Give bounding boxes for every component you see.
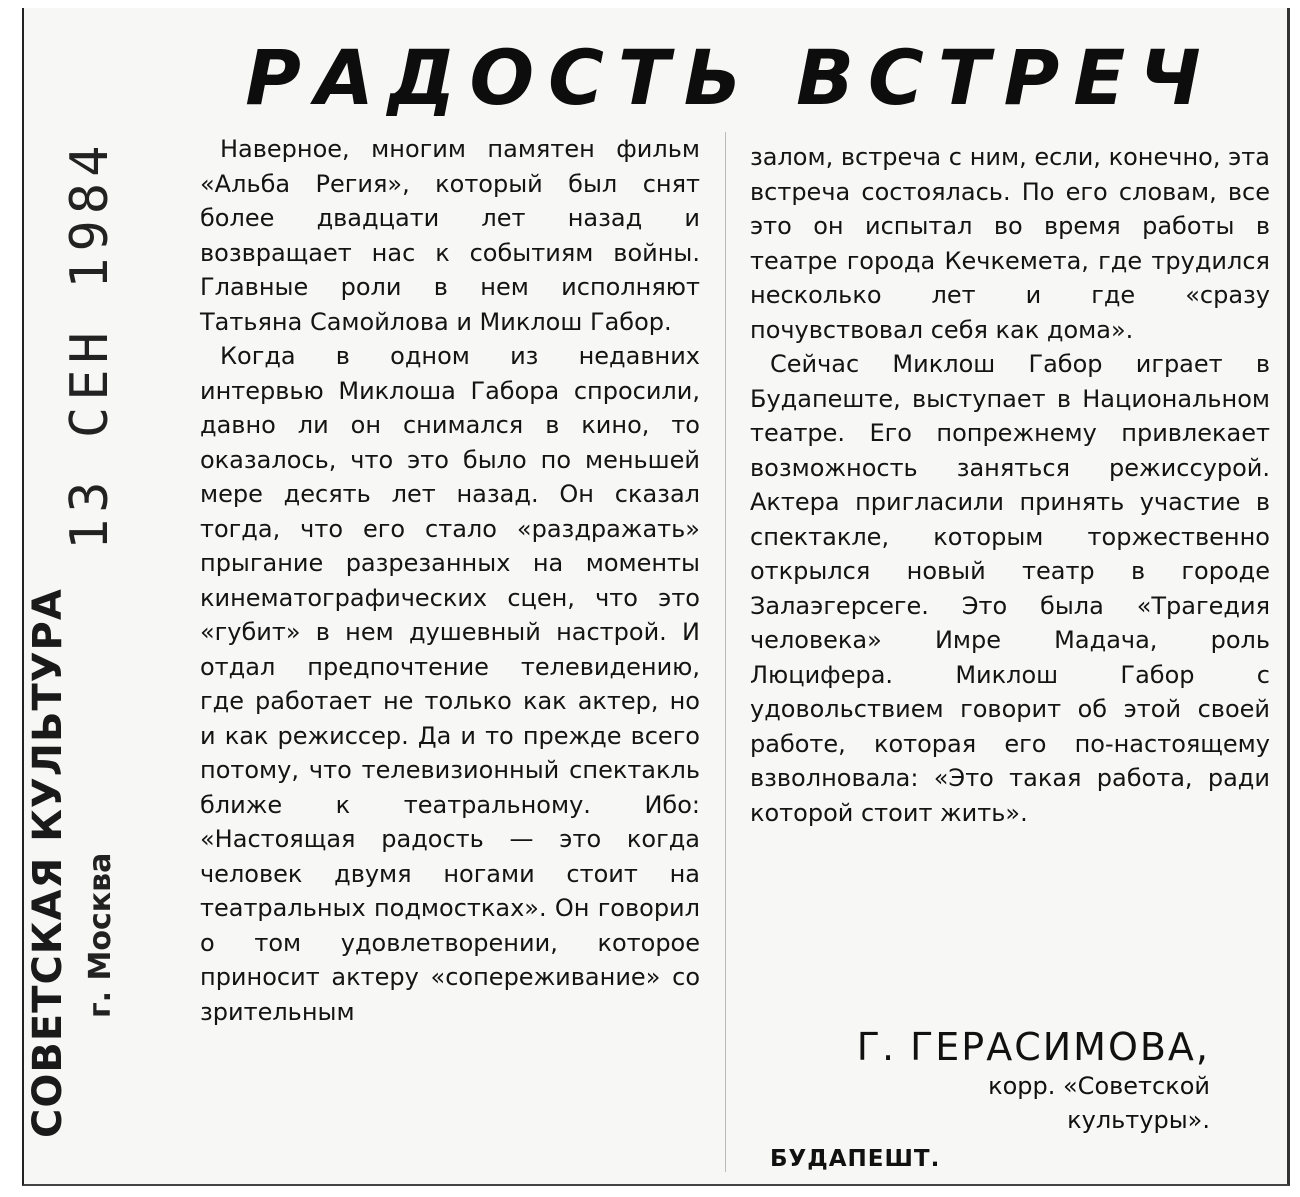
dateline-city: БУДАПЕШТ. <box>770 1146 941 1172</box>
column-divider <box>725 132 726 1172</box>
byline <box>760 1025 1220 1179</box>
date-stamp <box>50 130 130 550</box>
article-column-right <box>750 140 1270 830</box>
paragraph: Сейчас Миклош Габор играет в Будапеште, выступает в Национальном театре. Его попрежнему привлекает возможность заняться режиссурой. Актера пригласили принять участие в спектакле, которым торжественно открылся новый театр в городе Залаэгерсеге. Это была «Трагедия человека» Имре Мадача, роль Люцифера. Миклош Габор с удовольствием говорит об этой своей работе, которая его по-настоящему взволновала: «Это такая работа, ради которой стоит жить». <box>750 350 1270 827</box>
paragraph: Когда в одном из недавних интервью Миклоша Габора спросили, давно ли он снимался в кино, то оказалось, что это было по меньшей мере десять лет назад. Он сказал тогда, что его стало «раздражать» прыгание разрезанных на моменты кинематографических сцен, что это «губит» в нем душевный настрой. И отдал предпочтение телевидению, где работает не только как актер, но и как режиссер. Да и то прежде всего потому, что телевизионный спектакль ближе к театральному. Ибо: «Настоящая радость — это когда человек двумя ногами стоит на театральных подмостках». Он говорил о том удовлетворении, которое приносит актеру «сопереживание» со зрительным <box>200 342 700 1026</box>
date-stamp-text: 13 СЕН 1984 <box>60 139 120 550</box>
paragraph: залом, встреча с ним, если, конечно, эта встреча состоялась. По его словам, все это он испытал во время работы в театре города Кечкемета, где трудился несколько лет и где «сразу почувствовал себя как дома». <box>750 143 1270 344</box>
publication-city: г. Москва <box>83 852 118 1018</box>
author-role-line2: культуры». <box>1067 1106 1210 1134</box>
publication-name: СОВЕТСКАЯ КУЛЬТУРА <box>25 588 71 1138</box>
author-role-line1: корр. «Советской <box>988 1072 1210 1100</box>
article-column-left <box>200 132 700 1029</box>
paragraph: Наверное, многим памятен фильм «Альба Регия», который был снят более двадцати лет назад и возвращает нас к событиям войны. Главные роли в нем исполняют Татьяна Самойлова и Миклош Габор. <box>200 135 700 336</box>
article-headline: РАДОСТЬ ВСТРЕЧ <box>245 33 1215 122</box>
author-name: Г. ГЕРАСИМОВА, <box>856 1025 1210 1069</box>
publication-imprint <box>20 588 140 1138</box>
